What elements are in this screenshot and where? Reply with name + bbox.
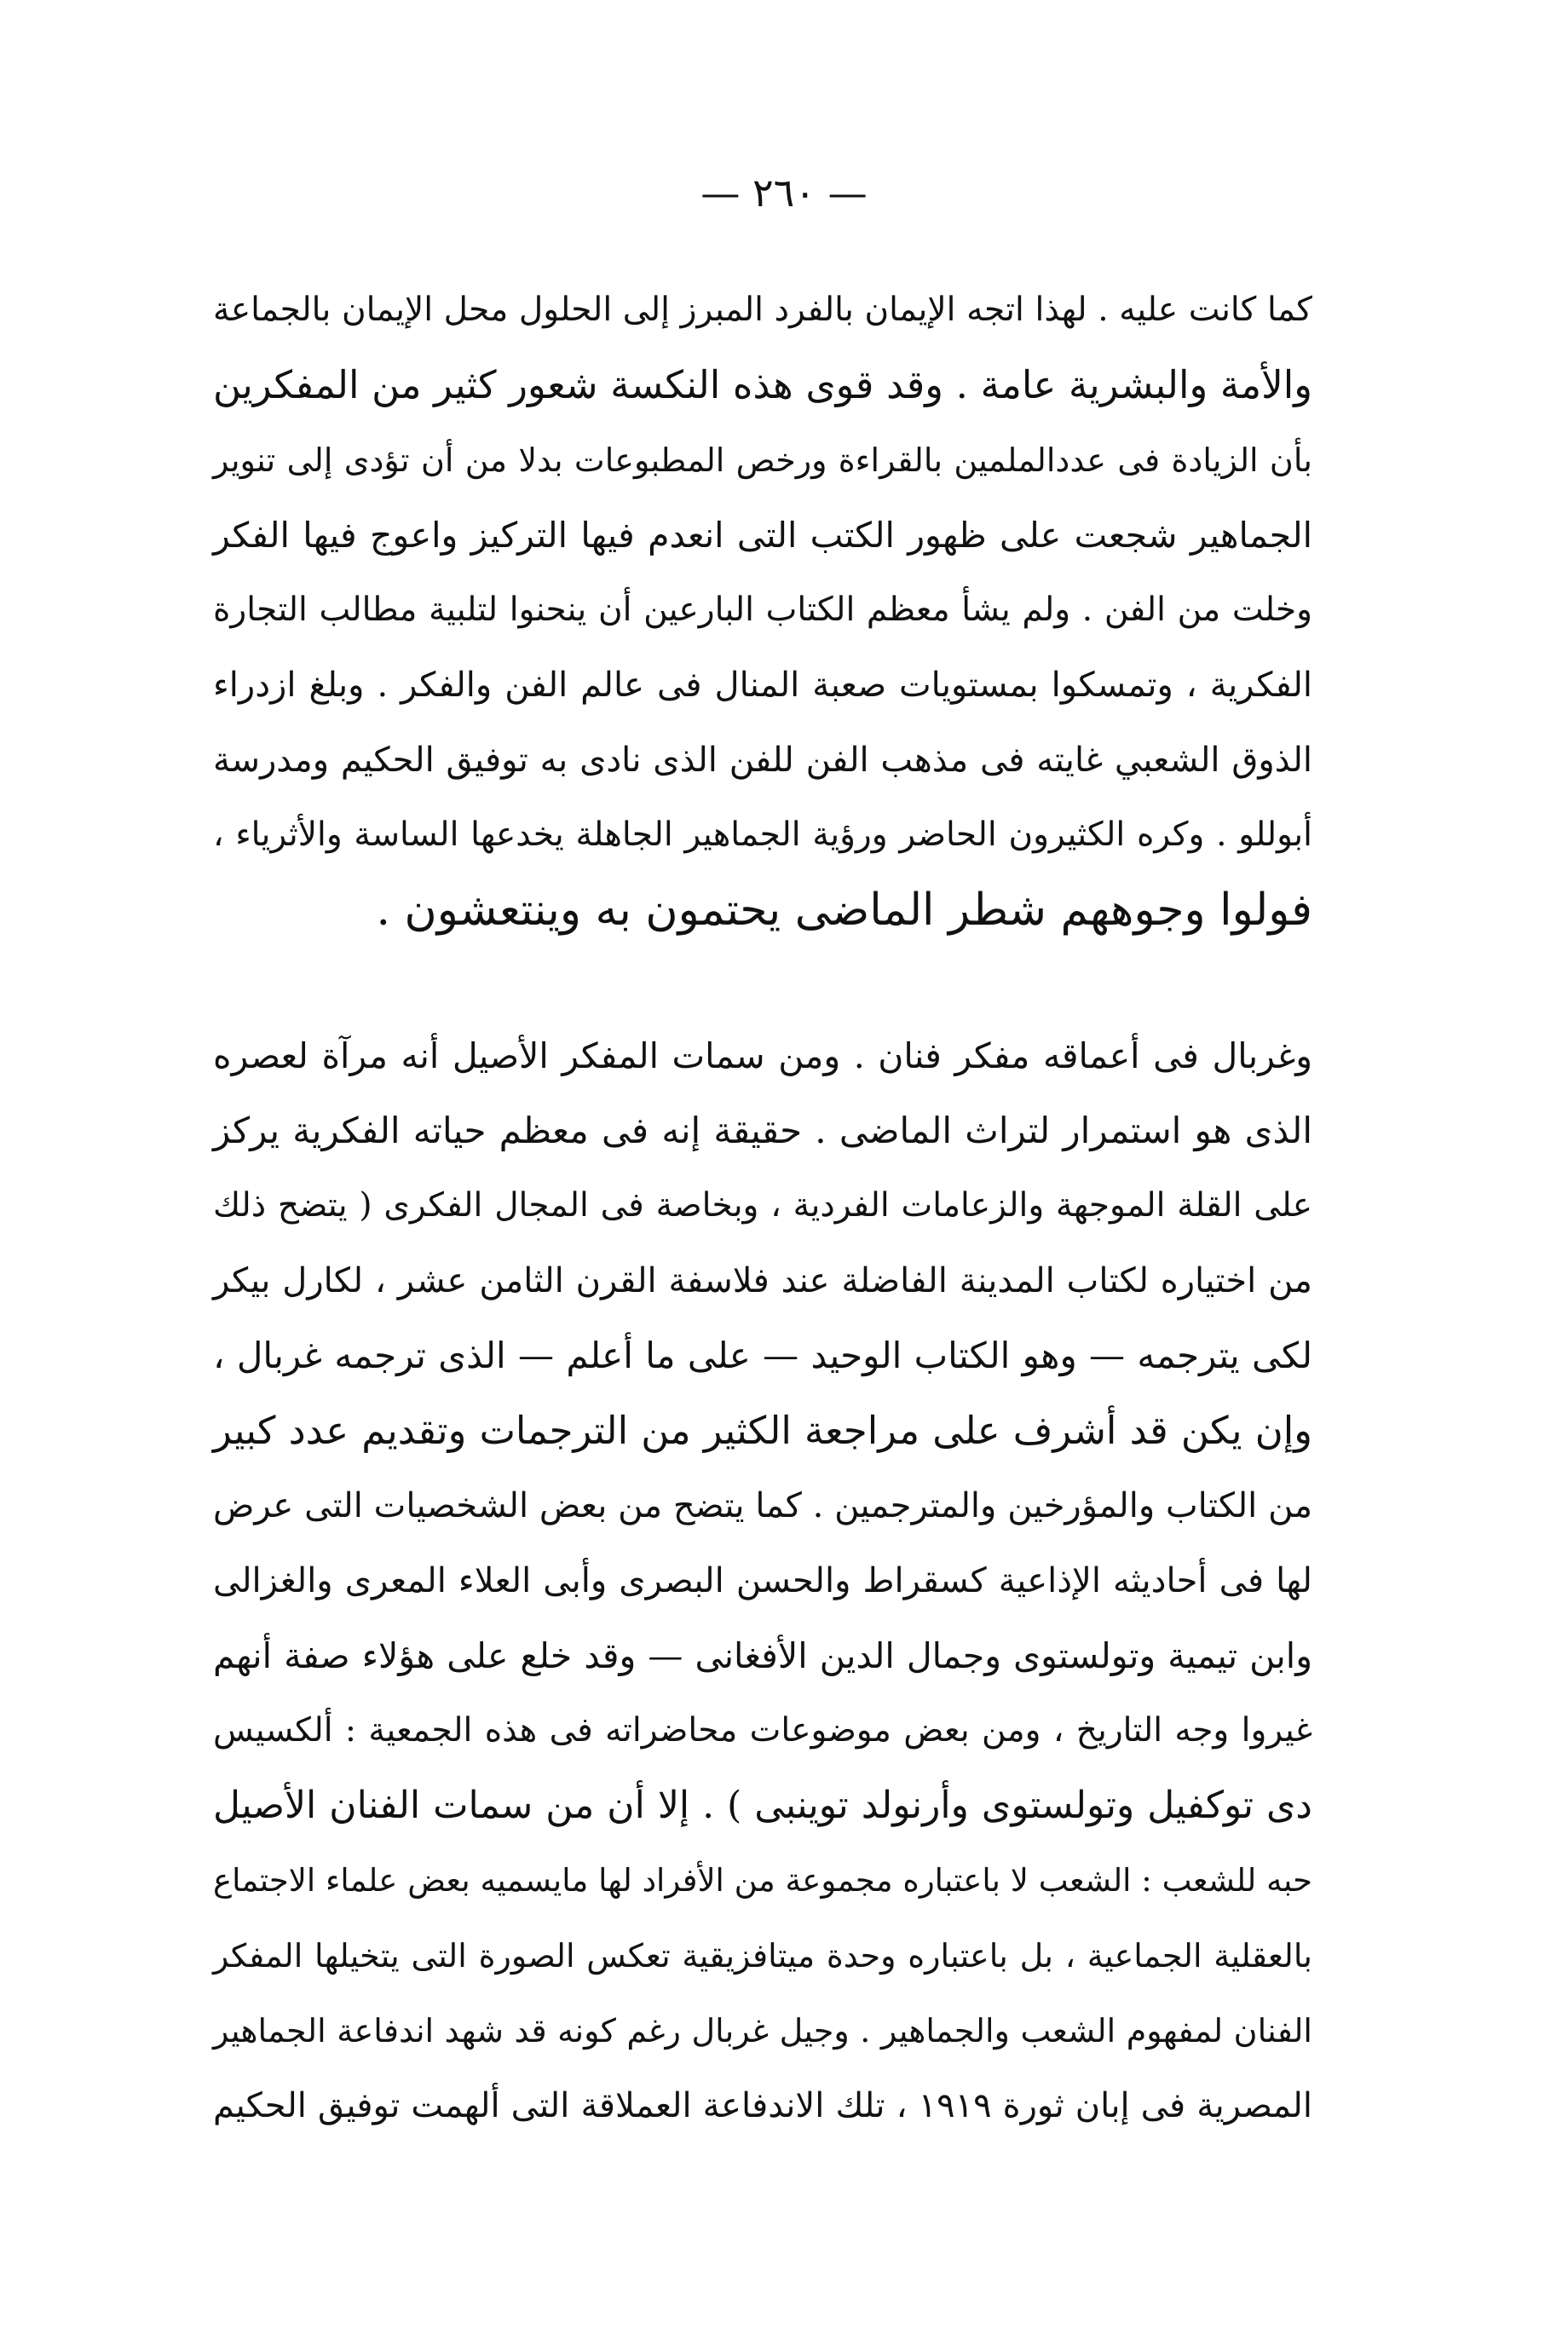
text-line: الذوق الشعبي غايته فى مذهب الفن للفن الذى نادى به توفيق الحكيم ومدرسة <box>213 741 1312 780</box>
text-line: وإن يكن قد أشرف على مراجعة الكثير من الترجمات وتقديم عدد كبير <box>213 1408 1312 1453</box>
text-line: الفنان لمفهوم الشعب والجماهير . وجيل غربال رغم كونه قد شهد اندفاعة الجماهير <box>213 2012 1312 2050</box>
text-line: أبوللو . وكره الكثيرون الحاضر ورؤية الجماهير الجاهلة يخدعها الساسة والأثرياء ، <box>213 816 1312 854</box>
text-line: المصرية فى إبان ثورة ١٩١٩ ، تلك الاندفاعة العملاقة التى ألهمت توفيق الحكيم <box>213 2086 1312 2125</box>
text-line: حبه للشعب : الشعب لا باعتباره مجموعة من الأفراد لها مايسميه بعض علماء الاجتماع <box>213 1862 1312 1899</box>
paragraph-2 <box>213 1018 1312 2143</box>
text-line: الفكرية ، وتمسكوا بمستويات صعبة المنال فى عالم الفن والفكر . وبلغ ازدراء <box>213 666 1312 705</box>
text-line: وخلت من الفن . ولم يشأ معظم الكتاب البارعين أن ينحنوا لتلبية مطالب التجارة <box>213 591 1312 629</box>
text-line: على القلة الموجهة والزعامات الفردية ، وبخاصة فى المجال الفكرى ( يتضح ذلك <box>213 1186 1312 1225</box>
text-line: غيروا وجه التاريخ ، ومن بعض موضوعات محاضراته فى هذه الجمعية : ألكسيس <box>213 1711 1312 1750</box>
text-line: فولوا وجوههم شطر الماضى يحتمون به وينتعشون . <box>376 885 1312 936</box>
text-line: من اختياره لكتاب المدينة الفاضلة عند فلاسفة القرن الثامن عشر ، لكارل بيكر <box>213 1261 1312 1300</box>
text-line: وغربال فى أعماقه مفكر فنان . ومن سمات المفكر الأصيل أنه مرآة لعصره <box>213 1035 1312 1076</box>
text-line: الجماهير شجعت على ظهور الكتب التى انعدم فيها التركيز واعوج فيها الفكر <box>213 515 1312 556</box>
text-line: بأن الزيادة فى عددالملمين بالقراءة ورخص المطبوعات بدلا من أن تؤدى إلى تنوير <box>213 441 1312 479</box>
text-line: بالعقلية الجماعية ، بل باعتباره وحدة ميتافزيقية تعكس الصورة التى يتخيلها المفكر <box>213 1937 1312 1975</box>
text-line: الذى هو استمرار لتراث الماضى . حقيقة إنه فى معظم حياته الفكرية يركز <box>213 1110 1312 1151</box>
text-line: كما كانت عليه . لهذا اتجه الإيمان بالفرد المبرز إلى الحلول محل الإيمان بالجماعة <box>213 291 1312 329</box>
paragraph-1 <box>213 273 1312 948</box>
text-line: والأمة والبشرية عامة . وقد قوى هذه النكسة شعور كثير من المفكرين <box>213 362 1312 407</box>
text-line: دى توكفيل وتولستوى وأرنولد توينبى ) . إلا أن من سمات الفنان الأصيل <box>213 1784 1312 1827</box>
text-line: لكى يترجمه — وهو الكتاب الوحيد — على ما أعلم — الذى ترجمه غربال ، <box>213 1335 1313 1376</box>
text-line: لها فى أحاديثه الإذاعية كسقراط والحسن البصرى وأبى العلاء المعرى والغزالى <box>213 1561 1312 1600</box>
text-line: من الكتاب والمؤرخين والمترجمين . كما يتضح من بعض الشخصيات التى عرض <box>213 1486 1312 1525</box>
page-number: — ٢٦٠ — <box>700 170 868 216</box>
text-line: وابن تيمية وتولستوى وجمال الدين الأفغانى — وقد خلع على هؤلاء صفة أنهم <box>213 1635 1312 1676</box>
